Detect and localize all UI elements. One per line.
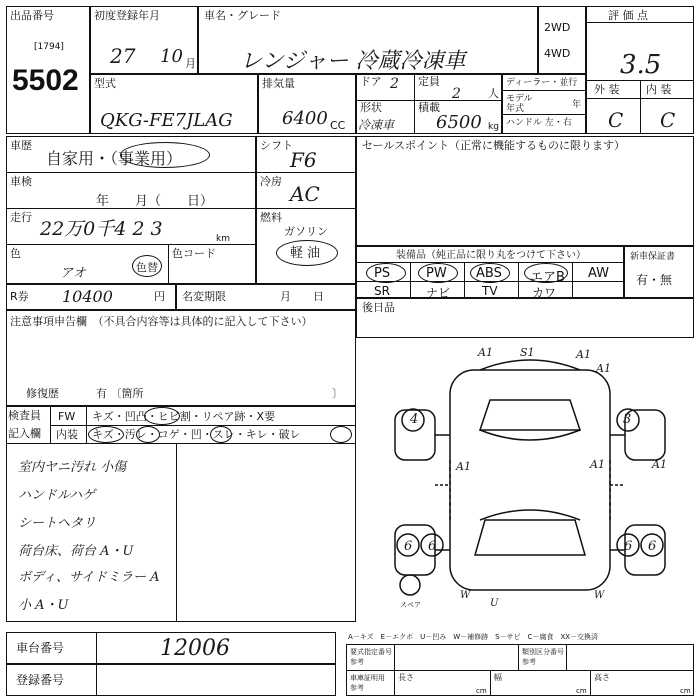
- first-reg-year: 27: [110, 44, 136, 68]
- mark-body-a1: A1: [456, 460, 471, 473]
- name-value: レンジャー 冷蔵冷凍車: [240, 49, 466, 74]
- shape-value: 冷凍車: [358, 118, 395, 132]
- dealer-mid-2: [502, 114, 586, 115]
- fuel-gas: ガソリン: [284, 225, 328, 238]
- equip-sr: SR: [374, 284, 390, 298]
- drive-box: [538, 6, 586, 74]
- mileage-label: 走行: [10, 211, 32, 224]
- s-div1: [256, 172, 356, 173]
- selling-points-box: [356, 136, 694, 246]
- history-value: 自家用・（事業用）: [46, 149, 183, 168]
- shift-label: シフト: [260, 139, 293, 152]
- model-year-unit: 年: [572, 100, 582, 110]
- equip-airbag: エアB: [530, 270, 565, 285]
- handle-label: ハンドル 左・右: [506, 118, 572, 128]
- grade-divider: [586, 22, 694, 23]
- int-mark-1: [88, 426, 124, 443]
- mark-side-a1: A1: [652, 458, 667, 471]
- mark-left-4: 4: [410, 412, 419, 427]
- height-label: 高さ: [594, 673, 610, 682]
- exterior-value: C: [608, 108, 624, 132]
- capacity-label: 定員: [418, 75, 440, 88]
- fuel-diesel: 軽 油: [290, 246, 321, 261]
- shape-label: 形状: [360, 101, 382, 114]
- transfer-label: 要式指定番号 参考: [350, 648, 392, 666]
- history-label: 車歴: [10, 139, 32, 152]
- mark-rear-w-b: W: [594, 590, 605, 601]
- mark-tire-6d: 6: [648, 539, 657, 554]
- cm-unit-1: cm: [476, 687, 487, 695]
- repair-bracket-end: 〕: [332, 387, 343, 400]
- pw-circle: [418, 263, 458, 283]
- mark-tire-6c: 6: [624, 539, 633, 554]
- displacement-label: 排気量: [262, 77, 295, 90]
- recycle-unit: 円: [154, 290, 165, 303]
- fw-label: FW: [58, 410, 76, 423]
- cm-unit-2: cm: [576, 687, 587, 695]
- type-label: 類別区分番号 参考: [522, 648, 564, 666]
- hw-divider: [176, 444, 177, 622]
- vehicle-diagram: [380, 340, 690, 620]
- h-div3: [6, 244, 256, 245]
- lot-label: 出品番号: [10, 9, 54, 22]
- note-3: シートヘタリ: [18, 516, 97, 531]
- selling-points-label: セールスポイント（正常に機能するものに限ります）: [362, 139, 626, 152]
- mark-front-a1-b: A1: [576, 348, 591, 361]
- cert-v3: [566, 644, 567, 670]
- warranty-value: 有・無: [636, 273, 673, 287]
- mark-rear-u: U: [490, 598, 499, 609]
- load-label: 積載: [418, 101, 440, 114]
- equip-tv: TV: [482, 284, 498, 298]
- equipment-label: 装備品（純正品に限り丸をつけて下さい）: [396, 250, 586, 261]
- equip-ps: PS: [374, 266, 391, 281]
- cert-v5: [590, 670, 591, 696]
- color-change: 色替: [136, 261, 158, 274]
- model-value: QKG-FE7JLAG: [100, 110, 233, 131]
- mark-front-a1: A1: [478, 346, 493, 359]
- reg-label: 登録番号: [16, 673, 65, 687]
- spare-label: スペア: [400, 601, 421, 609]
- cert-h: [346, 670, 694, 671]
- inspection-label: 車検: [10, 175, 32, 188]
- chassis-label: 車台番号: [16, 641, 65, 655]
- note-1: 室内ヤニ汚れ 小傷: [18, 460, 127, 475]
- displacement-unit: CC: [330, 119, 346, 132]
- repair-value: 有 〔箇所: [96, 387, 144, 400]
- inspection-value: 年 月（ 日）: [96, 194, 214, 209]
- drive-2wd: 2WD: [544, 21, 571, 34]
- h-div1: [6, 172, 256, 173]
- exterior-label: 外 装: [594, 83, 620, 96]
- first-reg-label: 初度登録年月: [94, 9, 160, 22]
- interior-row-label: 内装: [56, 428, 78, 441]
- equip-abs: ABS: [476, 266, 502, 281]
- interior-row-text: キズ・汚レ・コゲ・凹・スレ・キレ・破レ: [92, 428, 301, 441]
- deadline-value: 月 日: [280, 290, 324, 303]
- cm-unit-3: cm: [680, 687, 691, 695]
- grade-label: 評 価 点: [608, 9, 648, 22]
- legend: A－キズ E－エクボ U－凹み W－補修跡 S－サビ C－腐食 XX－交換済: [348, 633, 599, 641]
- equip-pw: PW: [426, 266, 447, 281]
- model-year-label: モデル 年式: [506, 94, 533, 114]
- ps-circle: [366, 263, 406, 283]
- recycle-value: 10400: [62, 287, 113, 306]
- int-mark-3: [210, 426, 232, 443]
- repair-label: 修復歴: [26, 387, 59, 400]
- diesel-circle: [276, 240, 338, 266]
- capacity-unit: 人: [488, 87, 499, 100]
- equip-navi: ナビ: [426, 286, 451, 300]
- equip-aw: AW: [588, 266, 610, 281]
- later-items-box: [356, 298, 694, 338]
- interior-label: 内 装: [646, 83, 672, 96]
- mark-body-a1-b: A1: [590, 458, 605, 471]
- mark-roof-a1: A1: [596, 362, 611, 375]
- name-label: 車名・グレード: [204, 9, 281, 22]
- fuel-label: 燃料: [260, 211, 282, 224]
- doors-label: ドア: [360, 75, 382, 88]
- length-label: 長さ: [398, 673, 414, 682]
- int-mark-4: [330, 426, 352, 443]
- insp-h: [50, 425, 356, 426]
- mark-tire-6a: 6: [404, 539, 413, 554]
- deadline-label: 名変期限: [182, 290, 226, 303]
- grade-divider-v: [640, 80, 641, 134]
- color-code-label: 色コード: [172, 247, 216, 260]
- mark-right-3: 3: [623, 412, 632, 427]
- cert-v2: [518, 644, 519, 670]
- lot-small: [1794]: [34, 42, 64, 52]
- color-value: アオ: [60, 266, 86, 281]
- model-label: 型式: [94, 77, 116, 90]
- note-4: 荷台床、荷台 A・U: [18, 544, 134, 559]
- notes-label: 注意事項申告欄 （不具合内容等は具体的に記入して下さい）: [10, 315, 313, 328]
- lot-number: 5502: [12, 64, 79, 97]
- dealer-label: ディーラー・並行: [506, 78, 578, 88]
- mileage-value: 22万0千4 2 3: [40, 218, 163, 240]
- drive-4wd: 4WD: [544, 47, 571, 60]
- dealer-mid: [502, 90, 586, 91]
- later-items-label: 後日品: [362, 301, 395, 314]
- eq-v1: [410, 262, 411, 298]
- business-use-circle: [120, 142, 210, 168]
- note-5: ボディ、サイドミラー A: [18, 570, 160, 585]
- capacity-value: 2: [452, 86, 461, 102]
- displacement-value: 6400: [282, 108, 328, 129]
- width-label: 幅: [494, 673, 502, 682]
- cert-label: 車庫証明用 参考: [350, 674, 385, 692]
- mark-tire-6b: 6: [428, 539, 437, 554]
- inspector-label-1: 検査員: [8, 409, 41, 422]
- inspector-label-2: 記入欄: [8, 427, 41, 440]
- color-div: [168, 244, 169, 284]
- mileage-unit: km: [216, 234, 230, 244]
- doors-value: 2: [390, 76, 399, 92]
- ac-label: 冷房: [260, 175, 282, 188]
- mark-front-s1: S1: [520, 346, 535, 359]
- interior-value: C: [660, 108, 676, 132]
- shift-value: F6: [290, 148, 317, 172]
- load-value: 6500: [436, 112, 482, 133]
- first-reg-month-unit: 月: [185, 57, 196, 70]
- mark-rear-w: W: [460, 590, 471, 601]
- fw-text: キズ・凹凸・ヒビ割・リペア跡・X要: [92, 410, 276, 423]
- note-6: 小 A・U: [18, 598, 69, 613]
- note-2: ハンドルハゲ: [18, 488, 96, 503]
- recycle-label: R券: [10, 290, 29, 303]
- eq-v3: [518, 262, 519, 298]
- fw-mark-circle: [144, 407, 180, 425]
- ac-value: AC: [290, 182, 320, 206]
- first-reg-month: 10: [160, 46, 183, 67]
- warranty-label: 新車保証書: [630, 252, 676, 262]
- airbag-circle: [524, 263, 568, 283]
- equip-leather: カワ: [532, 286, 557, 300]
- eq-v2: [464, 262, 465, 298]
- cert-v4: [490, 670, 491, 696]
- s-div2: [256, 208, 356, 209]
- color-change-circle: [132, 255, 162, 277]
- abs-circle: [470, 263, 510, 283]
- chassis-value: 12006: [160, 636, 230, 661]
- load-unit: kg: [488, 122, 499, 132]
- int-mark-2: [136, 426, 160, 443]
- grade-value: 3.5: [620, 50, 662, 80]
- color-label: 色: [10, 247, 21, 260]
- eq-v4: [572, 262, 573, 298]
- cert-v1: [394, 644, 395, 696]
- door-cap-v: [414, 74, 415, 134]
